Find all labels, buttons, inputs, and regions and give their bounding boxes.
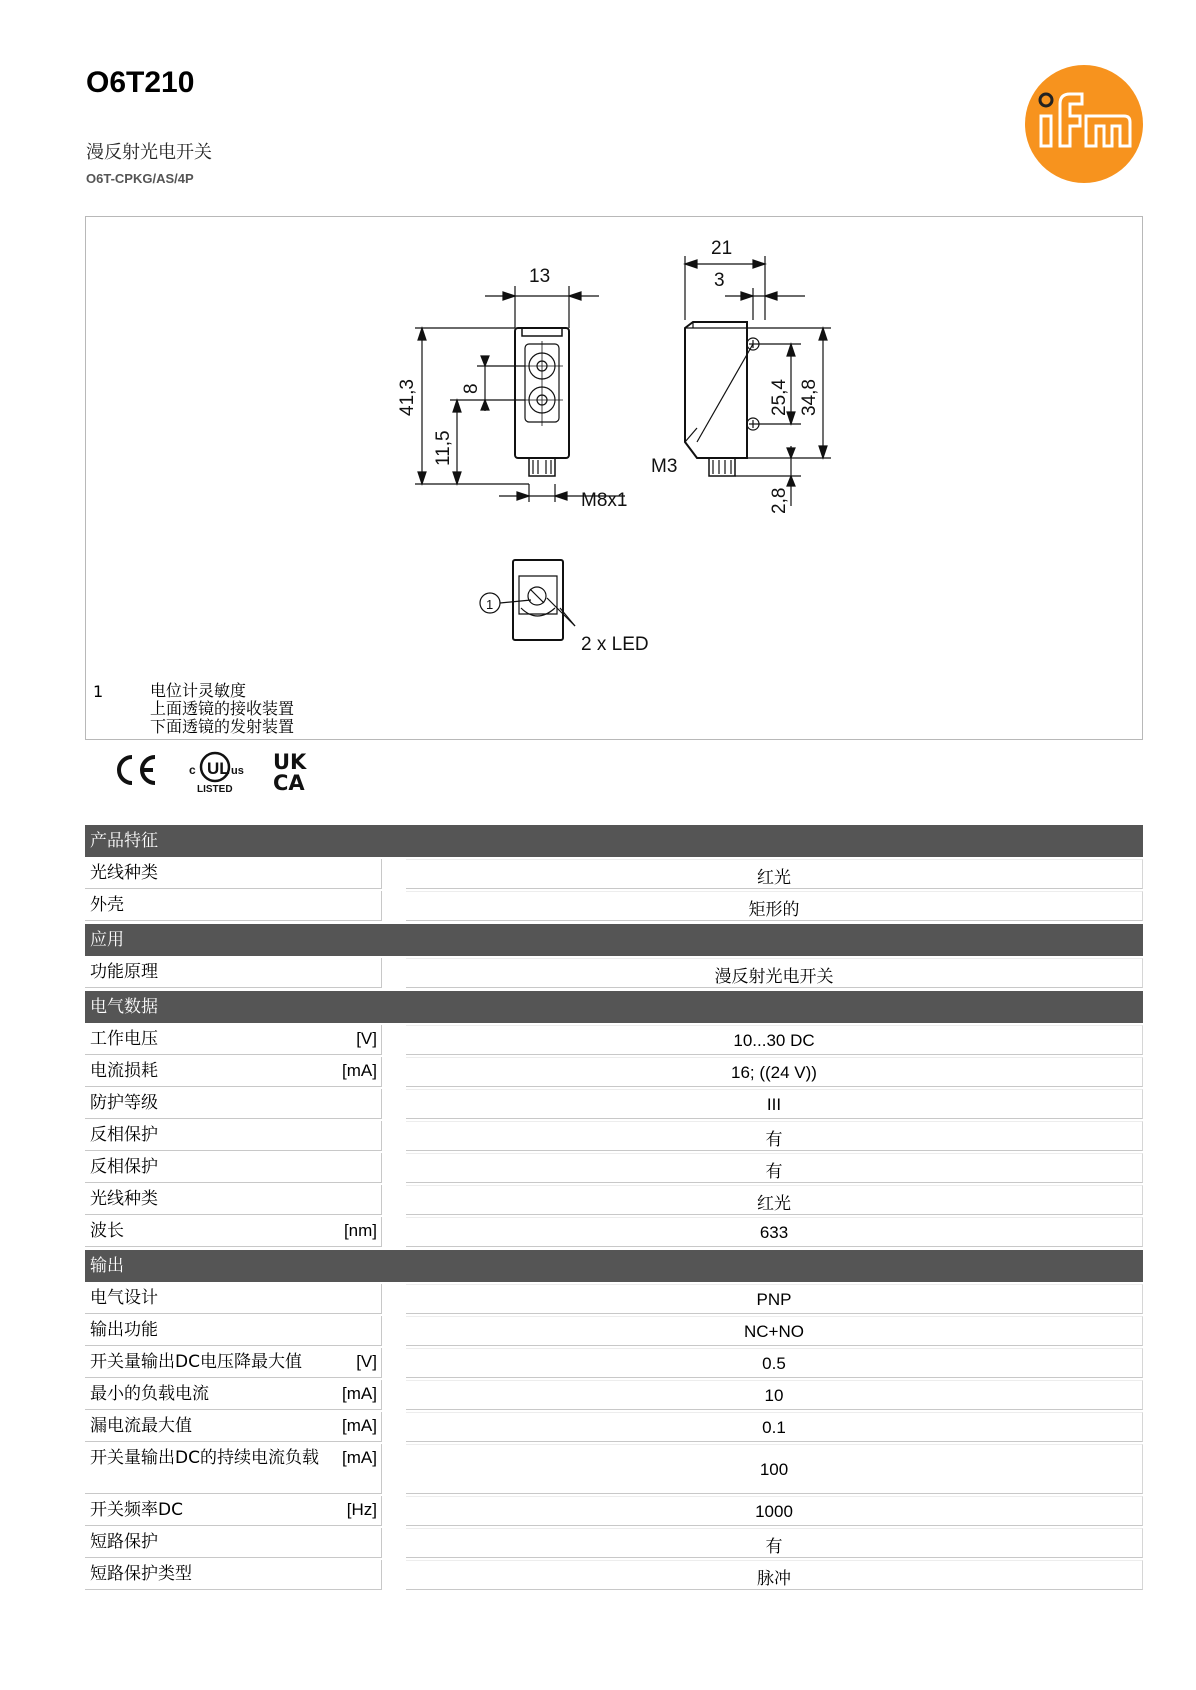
spec-label: 反相保护 [90,1125,158,1145]
spec-label-cell [85,1412,382,1442]
spec-row [85,1316,1143,1346]
spec-row [85,891,1143,921]
spec-label-cell [85,891,382,921]
spec-table [85,825,1143,1590]
spec-label: 开关量输出DC电压降最大值 [90,1352,302,1372]
spec-label-cell [85,1496,382,1526]
product-title: O6T210 [86,66,195,99]
spec-row [85,1121,1143,1151]
spec-label: 功能原理 [90,962,158,982]
spec-value: 有 [406,1121,1143,1151]
spec-label: 最小的负载电流 [90,1384,209,1404]
dim-25-4: 25,4 [769,379,790,416]
spec-row [85,859,1143,889]
spec-label: 外壳 [90,895,124,915]
spec-label-cell [85,1380,382,1410]
spec-label: 工作电压 [90,1029,158,1049]
ul-c: c [189,763,196,777]
spec-value: 10...30 DC [406,1025,1143,1055]
spec-row [85,1217,1143,1247]
product-subtitle: 漫反射光电开关 [86,142,212,163]
spec-row [85,1560,1143,1590]
spec-label: 短路保护类型 [90,1564,192,1584]
spec-unit: [mA] [342,1448,377,1467]
spec-value: 红光 [406,859,1143,889]
spec-label: 开关量输出DC的持续电流负载 [90,1448,319,1468]
dim-8: 8 [461,383,482,394]
spec-label: 电流损耗 [90,1061,158,1081]
spec-row [85,1089,1143,1119]
spec-label-cell [85,958,382,988]
spec-value: III [406,1089,1143,1119]
spec-label-cell [85,1284,382,1314]
spec-value: 红光 [406,1185,1143,1215]
dim-3: 3 [714,270,725,291]
spec-unit: [mA] [342,1384,377,1403]
spec-label: 防护等级 [90,1093,158,1113]
legend-line-1: 电位计灵敏度 [150,681,247,700]
spec-label: 电气设计 [90,1288,158,1308]
spec-label: 短路保护 [90,1532,158,1552]
spec-label: 光线种类 [90,1189,158,1209]
spec-value: 0.5 [406,1348,1143,1378]
spec-unit: [nm] [343,1221,377,1240]
legend-line-2: 上面透镜的接收装置 [150,699,295,718]
ce-mark-icon [113,753,159,787]
callout-1: 1 [486,597,494,612]
spec-label-cell [85,1316,382,1346]
ul-listed: LISTED [197,784,233,794]
spec-value: 100 [406,1444,1143,1494]
product-code: O6T-CPKG/AS/4P [86,171,194,186]
spec-unit: [Hz] [346,1500,377,1519]
dimension-drawing [85,216,1143,740]
spec-value: PNP [406,1284,1143,1314]
spec-row [85,1444,1143,1494]
spec-row [85,1380,1143,1410]
spec-label-cell [85,1444,382,1494]
spec-label-cell [85,859,382,889]
spec-value: NC+NO [406,1316,1143,1346]
spec-row [85,1185,1143,1215]
spec-label: 开关频率DC [90,1500,183,1520]
spec-row [85,1284,1143,1314]
spec-row [85,1057,1143,1087]
dim-13: 13 [529,266,551,287]
spec-unit: [V] [356,1352,377,1371]
spec-row [85,1412,1143,1442]
spec-label-cell [85,1025,382,1055]
spec-label: 输出功能 [90,1320,158,1340]
ukca-top: UK [273,750,307,774]
led-label: 2 x LED [581,634,649,655]
spec-value: 16; ((24 V)) [406,1057,1143,1087]
spec-label: 反相保护 [90,1157,158,1177]
spec-label-cell [85,1528,382,1558]
section-header: 输出 [85,1250,1143,1282]
spec-value: 1000 [406,1496,1143,1526]
dim-34-8: 34,8 [799,379,820,416]
spec-row [85,958,1143,988]
legend-line-3: 下面透镜的发射装置 [150,717,295,736]
legend-number: 1 [93,682,104,701]
spec-label-cell [85,1560,382,1590]
spec-row [85,1025,1143,1055]
spec-row [85,1528,1143,1558]
spec-value: 有 [406,1528,1143,1558]
spec-label: 光线种类 [90,863,158,883]
thread-m8: M8x1 [581,490,628,511]
section-header: 电气数据 [85,991,1143,1023]
spec-value: 矩形的 [406,891,1143,921]
dim-11-5: 11,5 [433,430,454,466]
spec-value: 漫反射光电开关 [406,958,1143,988]
spec-label-cell [85,1185,382,1215]
spec-value: 脉冲 [406,1560,1143,1590]
spec-row [85,1496,1143,1526]
spec-label-cell [85,1217,382,1247]
ul-us: us [231,765,244,777]
dim-2-8: 2,8 [769,487,790,514]
spec-label: 波长 [90,1221,124,1241]
cul-us-listed-icon [185,750,249,794]
spec-unit: [mA] [342,1061,377,1080]
spec-value: 10 [406,1380,1143,1410]
spec-label-cell [85,1153,382,1183]
spec-row [85,1153,1143,1183]
ukca-bottom: CA [273,771,305,794]
spec-value: 有 [406,1153,1143,1183]
ukca-mark-icon [272,750,312,794]
ifm-logo [1024,64,1144,184]
spec-label-cell [85,1348,382,1378]
dim-21: 21 [711,238,733,259]
spec-label-cell [85,1089,382,1119]
spec-unit: [mA] [342,1416,377,1435]
spec-value: 0.1 [406,1412,1143,1442]
thread-m3: M3 [651,456,678,477]
section-header: 产品特征 [85,825,1143,857]
spec-value: 633 [406,1217,1143,1247]
spec-label-cell [85,1121,382,1151]
spec-label-cell [85,1057,382,1087]
dim-41-3: 41,3 [397,379,418,416]
spec-unit: [V] [356,1029,377,1048]
section-header: 应用 [85,924,1143,956]
spec-label: 漏电流最大值 [90,1416,192,1436]
spec-row [85,1348,1143,1378]
svg-text:UL: UL [207,759,230,778]
